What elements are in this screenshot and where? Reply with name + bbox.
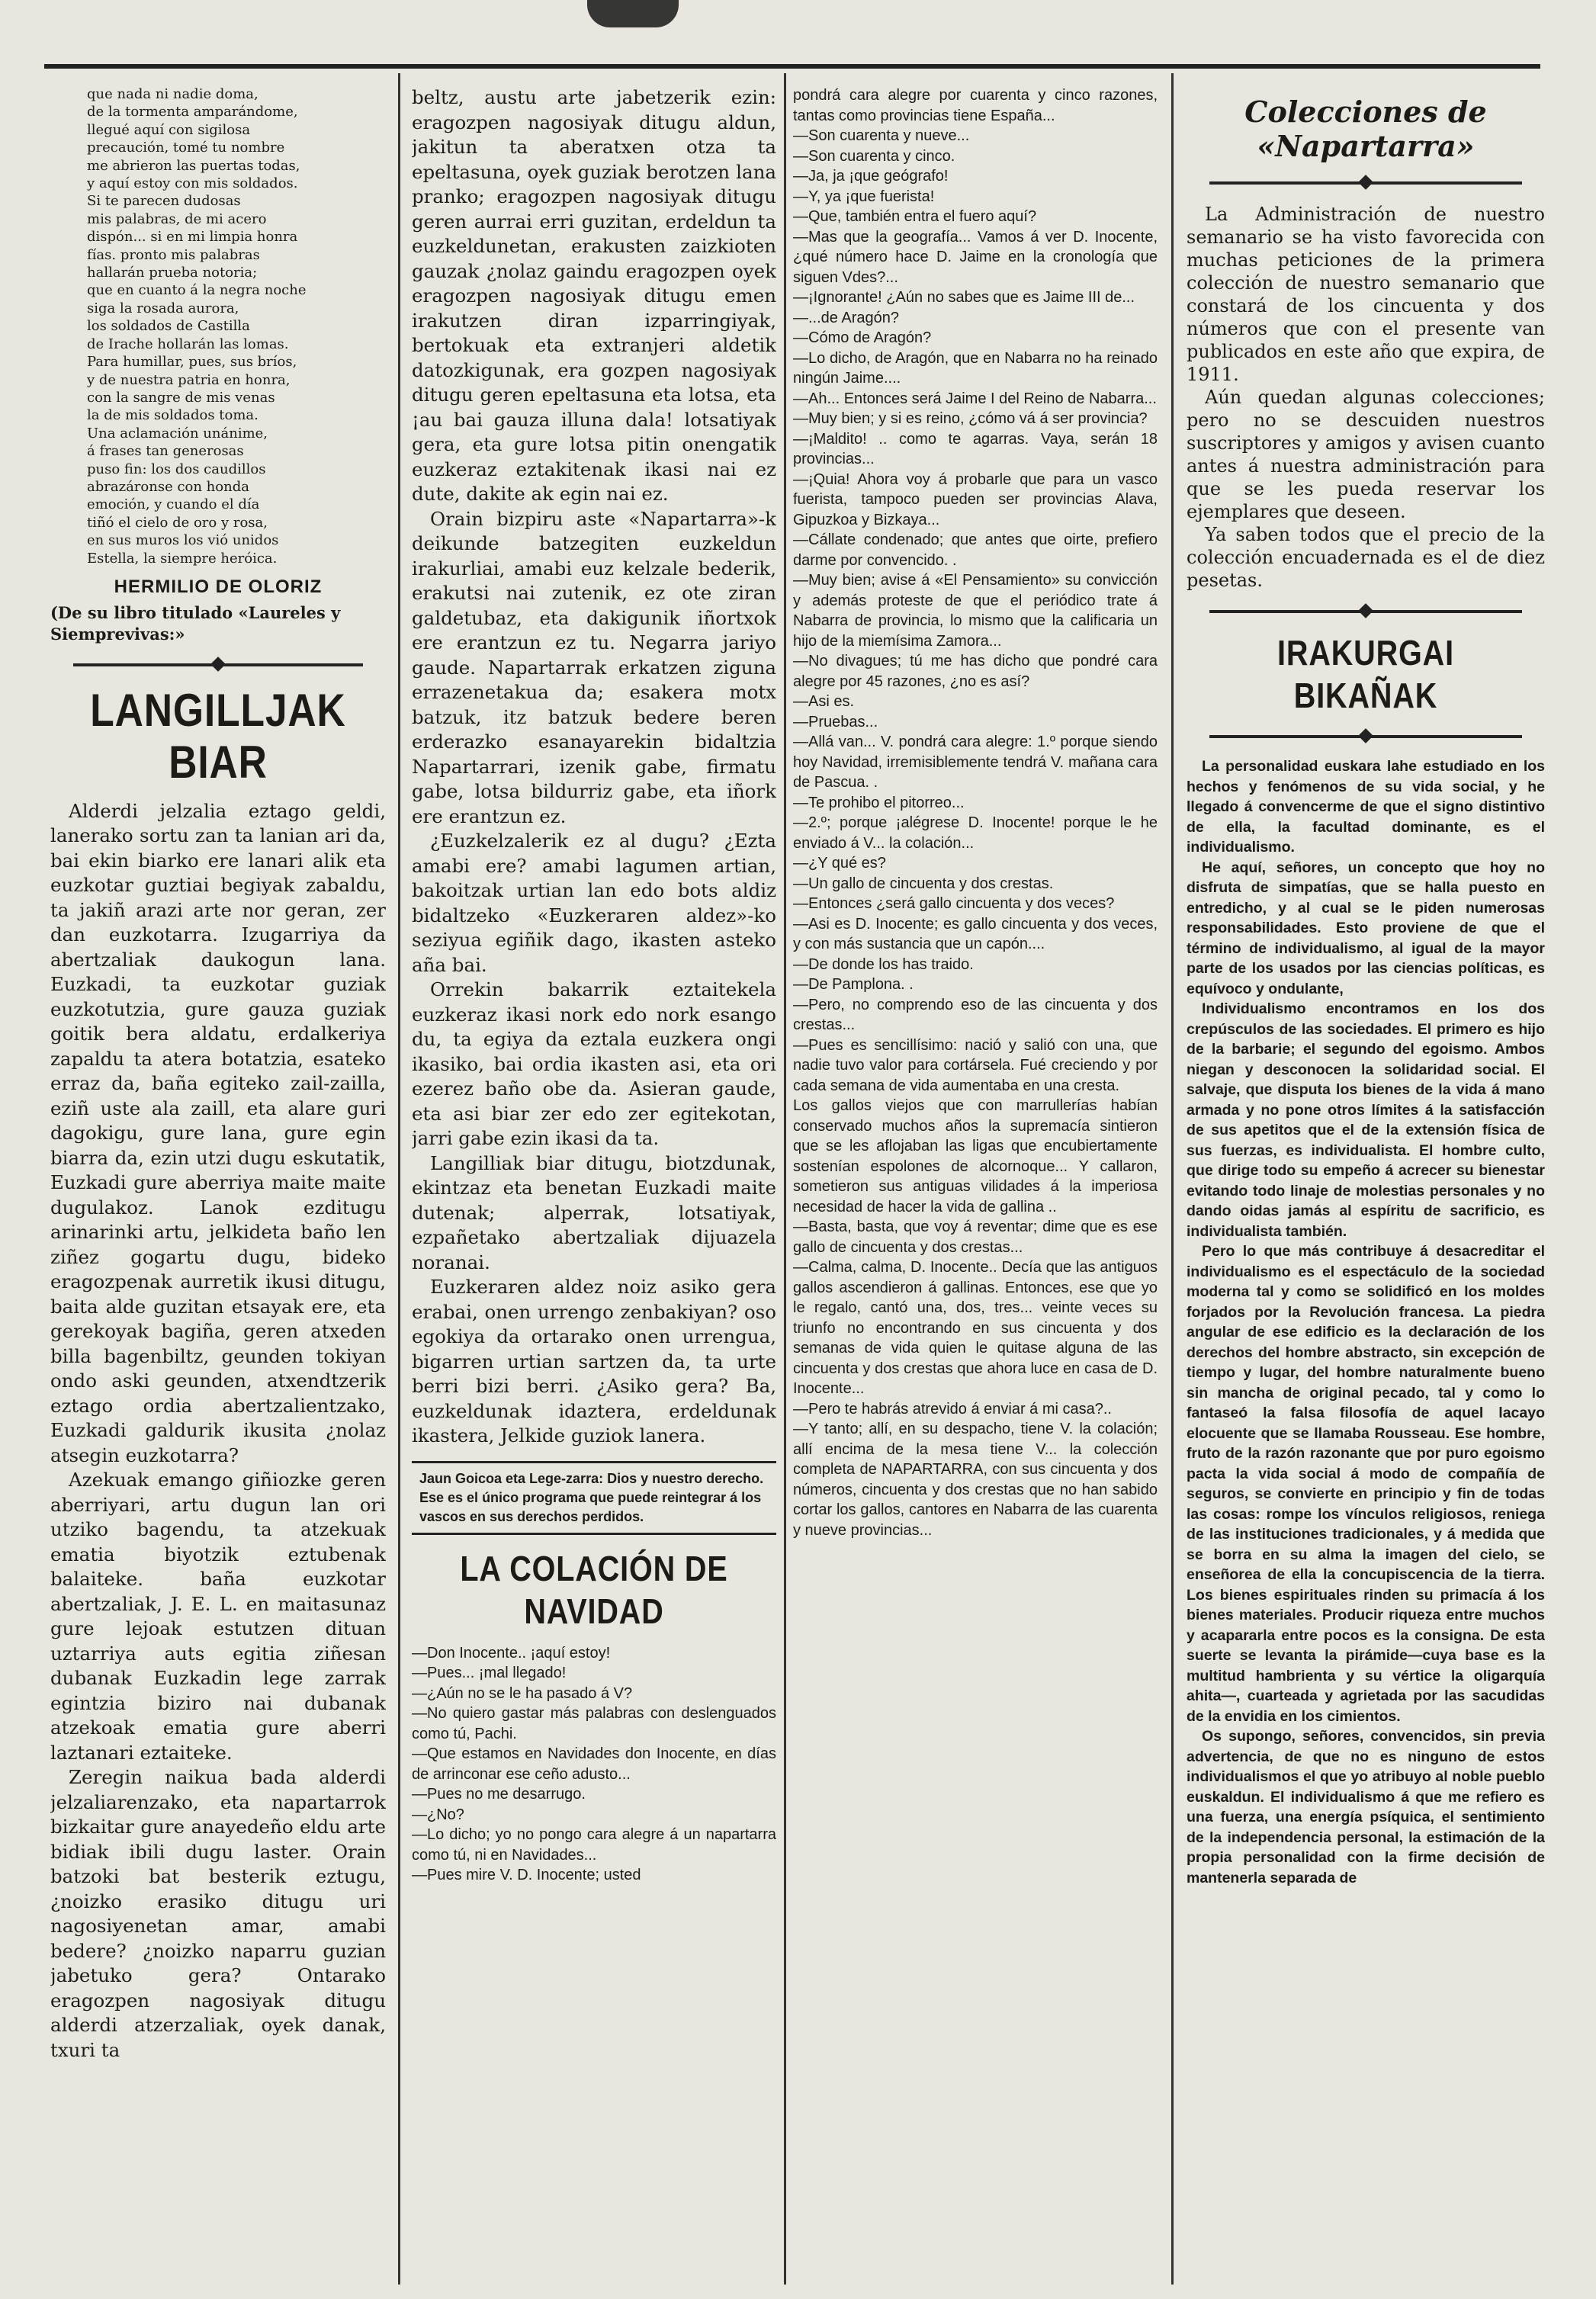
- headline-irakurgai-bikanak: IRAKURGAI BIKAÑAK: [1277, 633, 1454, 715]
- program-note: Jaun Goicoa eta Lege-zarra: Dios y nuestro derecho. Ese es el único programa que puede reintegrar á los vascos en sus derechos perdidos.: [412, 1461, 776, 1535]
- poem-author: HERMILIO DE OLORIZ: [114, 576, 323, 597]
- ink-blot: [587, 0, 679, 27]
- essay-paragraph: He aquí, señores, un concepto que hoy no disfruta de simpatías, que se halla puesto en entredicho, y al cual se le piden numerosas responsabilidades. Esto proviene de que el término de individualismo, al igual de la mayor parte de los usados por las ciencias políticas, es equívoco y ondulante,: [1187, 859, 1545, 997]
- essay-paragraph: La personalidad euskara lahe estudiado en los hechos y fenómenos de su vida social, y he llegado á convencerme de que el signo distintivo de ella, la facultad dominante, es el individualismo.: [1187, 758, 1545, 856]
- ornament-divider: [1187, 604, 1545, 619]
- article-paragraph: ¿Euzkelzalerik ez al dugu? ¿Ezta amabi ere? amabi lagumen artian, bakoitzak urtian lan edo bots aldiz bidaltzeko «Euzkeraren aldez»-ko seziyua egiñik dago, ikasten asteko aña bai.: [412, 830, 776, 976]
- top-rule: [44, 64, 1540, 69]
- article-paragraph: Azekuak emango giñiozke geren aberriyari, artu dugun lan ori utziko bagendu, ta atzekuak ematia biyotzik eztubenak balaiteke. baña euzkotar abertzaliak, J. E. L. en maitasunaz gure lejoak estutzen dituan uztarriya auts egitia ziñesan dubanak Euzkadin lege zarrak egintzia biziro nai dubanak atzekoak ematia gure aberri laztanari eztaiteke.: [50, 1469, 386, 1764]
- ornament-divider: [1187, 175, 1545, 191]
- article-paragraph: Alderdi jelzalia eztago geldi, lanerako sortu zan ta lanian ari da, bai ekin biarko ere lanari alik eta euzkotar guztiai begiyak zabaldu, ta jakiñ arazi arte nor geran, zer dan euzkotarra. Izugarriya da abertzaliak daukogun lana. Euzkadi, ta euzkotar guziak euzkotutzia, gure gauza guziak goitik bera aldatu, erdalkeriya zapaldu ta atera botatzia, esateko erraz da, baña egiteko zail-zailla, eziñ uste ala zaill, eta alare guri dagokigu, gure lana, gure egin biarra da, ezin utzi dugu eskutatik, Euzkadi gure aberriya maite maite dugulakoz. Lanok ezditugu arinarinki artu, jelkideta baño len ziñez gogartu dugu, bideko eragozpenak aurretik ikusi ditugu, baita alde guzitan etsayak ere, eta gerekoyak bagiña, geren atxeden billa bagenbiltz, geunden tokiyan ondo aski geunden, atxendtzerik eztago ordia abertzalientzako, Euzkadi galdurik ikusita ¿nolaz atsegin euzkotarra?: [50, 799, 386, 1466]
- dialogue: —Don Inocente.. ¡aquí estoy! —Pues... ¡mal llegado! —¿Aún no se le ha pasado á V? —No quiero gastar más palabras con deslenguados como tú, Pachi. —Que estamos en Navidades don Inocente, en días de arrinconar ese ceño adusto... —Pues no me desarrugo. —¿No? —Lo dicho; yo no pongo cara alegre á un napartarra como tú, ni en Navidades... —Pues mire V. D. Inocente; usted: [412, 1644, 776, 1883]
- dialogue: pondrá cara alegre por cuarenta y cinco razones, tantas como provincias tiene España... —Son cuarenta y nueve... —Son cuarenta y cinco. —Ja, ja ¡que geógrafo! —Y, ya ¡que fuerista! —Que, también entra el fuero aquí? —Mas que la geografía... Vamos á ver D. Inocente, ¿qué número hace D. Jaime en la cronología que siguen Vdes?... —¡Ignorante! ¿Aún no sabes que es Jaime III de... —...de Aragón? —Cómo de Aragón? —Lo dicho, de Aragón, que en Nabarra no ha reinado ningún Jaime.... —Ah... Entonces será Jaime I del Reino de Nabarra... —Muy bien; y si es reino, ¿cómo vá á ser provincia? —¡Maldito! .. como te agarras. Vaya, serán 18 provincias... —¡Quia! Ahora voy á probarle que para un vasco fuerista, tampoco pueden ser provincias Alava, Gipuzkoa y Bizkaya... —Cállate condenado; que antes que oirte, prefiero darme por convencido. . —Muy bien; avise á «El Pensamiento» su convicción y además proteste de que el periódico trate á Nabarra de provincia, lo mismo que la calificaria un hijo de la miemísima Zamora... —No divagues; tú me has dicho que pondré cara alegre por 45 razones, ¿no es así? —Asi es. —Pruebas... —Allá van... V. pondrá cara alegre: 1.º porque siendo hoy Navidad, irremisiblemente tendrá V. mañana cara de Pascua. . —Te prohibo el pitorreo... —2.º; porque ¡alégrese D. Inocente! porque le he enviado á V... la colación... —¿Y qué es? —Un gallo de cincuenta y dos crestas. —Entonces ¿será gallo cincuenta y dos veces? —Asi es D. Inocente; es gallo cincuenta y dos veces, y con más sustancia que un capón.... —De donde los has traido. —De Pamplona. . —Pero, no comprendo eso de las cincuenta y dos crestas... —Pues es sencillísimo: nació y salió con una, que nadie tuvo valor para cortársela. Fué creciendo y por cada semana de vida aumentaba en una cresta. Los gallos viejos que con marrullerías habían conservado muchos años la supremacía sintieron que se les aflojaban las ligas que encubiertamente sostenían espolones de alcornoque... Y callaron, sometieron sus antiguas vilidades á la imperiosa necesidad de hacer la vida de gallina .. —Basta, basta, que voy á reventar; dime que es ese gallo de cincuenta y dos crestas... —Calma, calma, D. Inocente.. Decía que las antiguos gallos ascendieron á gallinas. Entonces, ese que yo le regalo, cantó una, dos, tres... veinte veces su triunfo no encontrando en sus cincuenta y dos semanas de vida quien le quitase alguna de las cincuenta y dos crestas que ahora luce en casa de D. Inocente... —Pero te habrás atrevido á enviar á mi casa?.. —Y tanto; allí, en su despacho, tiene V. la colación; allí encima de la mesa tiene V... la colección completa de NAPARTARRA, con sus cincuenta y dos números, cincuenta y dos crestas que no han sabido cortar los gallos, cantores en Nabarra de las cuarenta y nueve provincias...: [793, 87, 1158, 1539]
- column-4: [1187, 85, 1545, 2281]
- column-1: [50, 85, 386, 2281]
- article-paragraph: Orrekin bakarrik eztaitekela euzkeraz ikasi nork edo nork esango du, ta egiya da eztala euzkera ongi ikasiko, bai ordia ikasten asi, eta ori ezerez baño obe da. Asieran gaude, eta asi biar zer edo zer egitekotan, jarri gabe ezin ikasi da ta.: [412, 978, 776, 1149]
- column-2: [412, 85, 776, 2281]
- notice-paragraph: Aún quedan algunas colecciones; pero no se descuiden nuestros suscriptores y amigos y avisen cuanto antes á nuestra administración para que se les pueda reservar los ejemplares que deseen.: [1187, 387, 1545, 522]
- ornament-divider: [1187, 729, 1545, 744]
- article-paragraph: beltz, austu arte jabetzerik ezin: eragozpen nagosiyak ditugu aldun, jakitun ta aberatxen otza ta epeltasuna, oyek guziak berotzen lana pranko; eragozpen nagosiyak ditugu geren aurrai erri guzitan, erdeldun ta euzkeldunetan, erakusten zaizkioten gauzak ¿nolaz gaindu eragozpen oyek eragozpen nagosiyak ditugu emen irakutzen diran izparringiyak, bertokuak eta extranjeri aldetik datozkigunak, era gozpen nagosiyak ditugu geren epeltasuna eta lotsa, eta ¡au bai gauza illuna dala! lotsatiyak gera, eta gure lotsa pitin onengatik euzkeraz eztakitenak ikasi nai ez dute, dakite ak egin nai ez.: [412, 86, 776, 505]
- notice-paragraph: La Administración de nuestro semanario se ha visto favorecida con muchas peticiones de la primera colección de nuestro semanario que constará de los cincuenta y dos números que con el presente van publicados en este año que expira, de 1911.: [1187, 204, 1545, 385]
- ornament-divider: [50, 657, 386, 673]
- column-rule: [398, 73, 400, 2285]
- poem: que nada ni nadie doma, de la tormenta amparándome, llegué aquí con sigilosa precaución, tomé tu nombre me abrieron las puertas todas, y aquí estoy con mis soldados. Si te parecen dudosas mis palabras, de mi acero dispón... si en mi limpia honra fías. pronto mis palabras hallarán prueba notoria; que en cuanto á la negra noche siga la rosada aurora, los soldados de Castilla de Irache hollarán las lomas. Para humillar, pues, sus bríos, y de nuestra patria en honra, con la sangre de mis venas la de mis soldados toma. Una aclamación unánime, á frases tan generosas puso fin: los dos caudillos abrazáronse con honda emoción, y cuando el día tiñó el cielo de oro y rosa, en sus muros los vió unidos Estella, la siempre heróica.: [87, 86, 307, 567]
- poem-source: (De su libro titulado «Laureles y Siemprevivas:»: [50, 602, 341, 644]
- headline-colecciones: Colecciones de «Napartarra»: [1244, 95, 1487, 163]
- column-rule: [784, 73, 786, 2285]
- headline-colacion-navidad: LA COLACIÓN DE NAVIDAD: [460, 1548, 728, 1631]
- essay-paragraph: Os supongo, señores, convencidos, sin previa advertencia, de que no es ninguno de estos individualismos el que yo atribuyo al noble pueblo euskaldun. El individualismo á que me refiero es una fuerza, una energía psíquica, el sentimiento de la independencia personal, la estimación de la propia personalidad con la firme decisión de mantenerla separada de: [1187, 1728, 1545, 1886]
- article-paragraph: Euzkeraren aldez noiz asiko gera erabai, onen urrengo zenbakiyan? oso egokiya da ortarako onen urrengua, bigarren urtian sartzen da, ta urte berri bizi berri. ¿Asiko gera? Ba, euzkeldunak idaztera, erdeldunak ikastera, Jelkide guziok lanera.: [412, 1276, 776, 1447]
- essay-paragraph: Pero lo que más contribuye á desacreditar el individualismo es el espectáculo de la sociedad moderna tal y como se solidificó en los moldes forjados por la Revolución francesa. La piedra angular de ese edificio es la declaración de los derechos del hombre abstracto, sin excepción de tiempo y lugar, del hombre naturalmente bueno sin mancha de original pecado, tal y como lo fantaseó la falsa filosofía de aquel lacayo elocuente que se llamaba Rousseau. Ese hombre, fruto de la razón razonante que por puro egoismo pacta la vida social á modo de compañía de seguros, se convierte en principio y fin de todas las cosas: rompe los vínculos religiosos, reniega de las instituciones tradicionales, y á medida que se borra en su alma la imagen del cielo, se enseñorea de ella la concupiscencia de la tierra. Los bienes espirituales rinden su primacía á los bienes materiales. Producir riqueza entre muchos y acapararla entre pocos es la consigna. De esta suerte se levanta la pirámide—cuya base es la multitud hambrienta y su vértice la oligarquía ahita—, cuarteada y agrietada por las sacudidas de la envidia en los cimientos.: [1187, 1243, 1545, 1725]
- column-3: [793, 85, 1158, 2281]
- headline-langilljak-biar: LANGILLJAK BIAR: [90, 684, 346, 788]
- notice-paragraph: Ya saben todos que el precio de la colección encuadernada es el de diez pesetas.: [1187, 524, 1545, 591]
- article-paragraph: Zeregin naikua bada alderdi jelzaliarenzako, eta napartarrok bizkaitar gure anayedeño eldu arte bidiak ibili dugu laster. Orain batzoki bat besterik eztugu, ¿noizko erasiko ditugu uri nagosiyenetan amar, amabi bedere? ¿noizko naparru guzian jabetuko gera? Ontarako eragozpen nagosiyak ditugu alderdi atzerzaliak, oyek danak, txuri ta: [50, 1766, 386, 2061]
- article-paragraph: Orain bizpiru aste «Napartarra»-k deikunde batzegiten euzkeldun irakurliai, amabi euz kelzale bederik, erakutsi nai zutenik, ez ote ziran galdetubaz, eta dakigunik iñortxok ere erantzun ez tu. Negarra jariyo gaude. Napartarrak erkatzen ziguna errazenetakua da; esakera motx batzuk, itz batzuk bedere beren erderazko esanayarekin bidaltzia Napartarrari, izenik gabe, firmatu gabe, lotsa bildurriz gabe, eta iñork ere erantzun ez.: [412, 507, 776, 827]
- essay-paragraph: Individualismo encontramos en los dos crepúsculos de las sociedades. El primero es hijo de la barbarie; el segundo del egoismo. Ambos niegan y desconocen la solidaridad social. El salvaje, que disputa los bienes de la vida á mano armada y no pone otros límites á la satisfacción de sus apetitos que el de la extensión física de sus fuerzas, es individualista. El hombre culto, que dirige todo su empeño á acrecer su bienestar evitando todo linaje de molestias personales y no dando oidas jamás al espíritu de sacrificio, es individualista también.: [1187, 1000, 1545, 1240]
- article-paragraph: Langilliak biar ditugu, biotzdunak, ekintzaz eta benetan Euzkadi maite dutenak; alperrak, lotsatiyak, ezpañetako abertzaliak dijuazela noranai.: [412, 1151, 776, 1273]
- column-rule: [1171, 73, 1174, 2285]
